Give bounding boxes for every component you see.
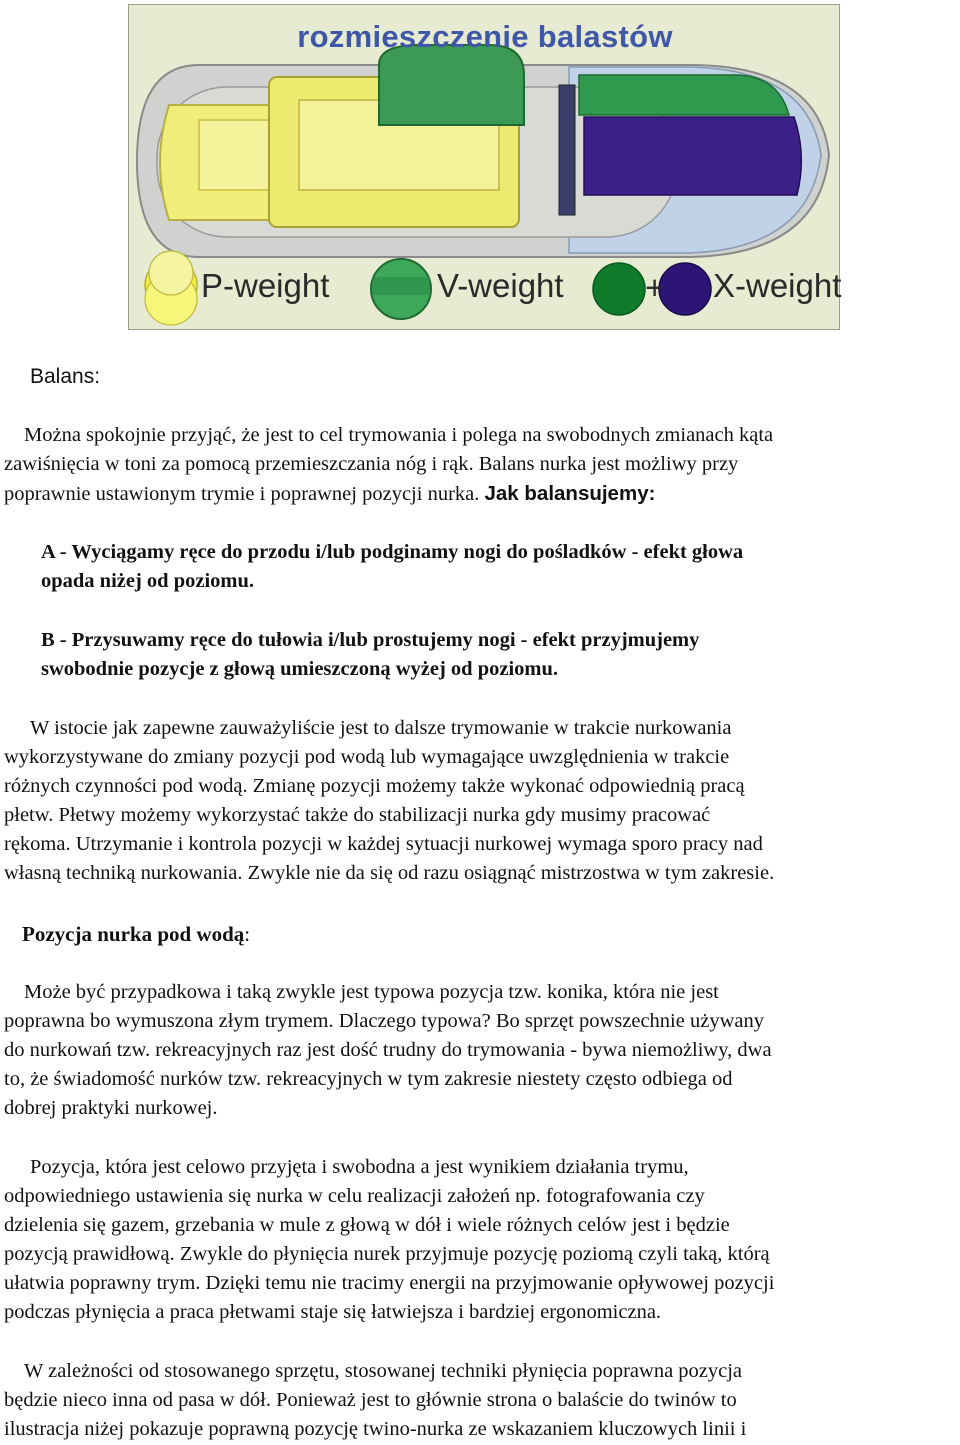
paragraph-moze bbox=[4, 978, 960, 1123]
paragraph-line: dzielenia się gazem, grzebania w mule z głową w dół i wiele różnych celów jest i będzie bbox=[4, 1214, 730, 1236]
legend-v-band bbox=[372, 277, 430, 295]
paragraph-line: zawiśnięcia w toni za pomocą przemieszczania nóg i rąk. Balans nurka jest możliwy przy bbox=[4, 453, 739, 475]
jak-balansujemy-label: Jak balansujemy: bbox=[484, 482, 656, 505]
paragraph-line: pozycją prawidłową. Zwykle do płynięcia nurek przyjmuje pozycję poziomą czyli taką, którą bbox=[4, 1243, 770, 1265]
x-weight-green bbox=[579, 75, 789, 115]
legend-v-weight-label: V-weight bbox=[437, 267, 564, 304]
pozycja-heading-text: Pozycja nurka pod wodą bbox=[22, 922, 245, 946]
paragraph-line: Pozycja, która jest celowo przyjęta i swobodna a jest wynikiem działania trymu, bbox=[30, 1156, 689, 1178]
v-weight-area bbox=[379, 45, 524, 125]
paragraph-line: ułatwia poprawny trym. Dzięki temu nie tracimy energii na przyjmowanie opływowej pozycji bbox=[4, 1272, 775, 1294]
paragraph-line: odpowiedniego ustawienia się nurka w celu realizacji założeń np. fotografowania czy bbox=[4, 1185, 705, 1207]
paragraph-line: to, że świadomość nurków tzw. rekreacyjnych w tym zakresie niestety często odbiega od bbox=[4, 1068, 733, 1090]
balans-heading: Balans: bbox=[30, 365, 101, 388]
pozycja-heading bbox=[22, 920, 960, 949]
item-line: A - Wyciągamy ręce do przodu i/lub podginamy nogi do pośladków - efekt głowa bbox=[41, 541, 744, 563]
paragraph-line: podczas płynięcia a praca płetwami staje się łatwiejsza i bardziej ergonomiczna. bbox=[4, 1301, 662, 1323]
legend-p-weight-label: P-weight bbox=[201, 267, 330, 304]
paragraph-line: wykorzystywane do zmiany pozycji pod wodą lub wymagające uwzględnienia w trakcie bbox=[4, 746, 730, 768]
paragraph-line: do nurkowań tzw. rekreacyjnych raz jest dość trudny do trymowania - bywa niemożliwy, dwa bbox=[4, 1039, 772, 1061]
paragraph-line: własną techniką nurkowania. Zwykle nie da się od razu osiągnąć mistrzostwa w tym zakresie. bbox=[4, 862, 775, 884]
paragraph-line: Może być przypadkowa i taką zwykle jest typowa pozycja tzw. konika, która nie jest bbox=[24, 981, 719, 1003]
legend-plus-label: + bbox=[645, 269, 665, 306]
legend-x-circle-purple bbox=[659, 263, 711, 315]
paragraph-line: W zależności od stosowanego sprzętu, stosowanej techniki płynięcia poprawna pozycja bbox=[24, 1360, 743, 1382]
item-a bbox=[41, 538, 956, 596]
balans-paragraph bbox=[4, 421, 960, 508]
paragraph-line bbox=[4, 479, 960, 508]
diagram-title: rozmieszczenie balastów bbox=[297, 19, 673, 54]
pozycja-heading-colon: : bbox=[244, 922, 251, 946]
paragraph-line: ilustracja niżej pokazuje poprawną pozycję twino-nurka ze wskazaniem kluczowych linii i bbox=[4, 1418, 747, 1440]
paragraph-istocie bbox=[4, 714, 960, 888]
legend-x-weight-label: X-weight bbox=[713, 267, 842, 304]
paragraph-line: Można spokojnie przyjąć, że jest to cel trymowania i polega na swobodnych zmianach kąta bbox=[24, 424, 774, 446]
item-line: B - Przysuwamy ręce do tułowia i/lub prostujemy nogi - efekt przyjmujemy bbox=[41, 629, 700, 651]
paragraph-line: płetw. Płetwy możemy wykorzystać także do stabilizacji nurka gdy musimy pracować bbox=[4, 804, 711, 826]
paragraph-text: poprawnie ustawionym trymie i poprawnej pozycji nurka. bbox=[4, 483, 480, 505]
paragraph-line: poprawna bo wymuszona złym trymem. Dlaczego typowa? Bo sprzęt powszechnie używany bbox=[4, 1010, 764, 1032]
legend-p-circle-center bbox=[149, 251, 193, 295]
legend-x-circle-green bbox=[593, 263, 645, 315]
paragraph-zaleznosci bbox=[4, 1357, 960, 1444]
ballast-diagram bbox=[128, 4, 840, 330]
paragraph-pozycja bbox=[4, 1153, 960, 1327]
paragraph-line: będzie nieco inna od pasa w dół. Ponieważ jest to głównie strona o balaście do twinów to bbox=[4, 1389, 737, 1411]
paragraph-line: W istocie jak zapewne zauważyliście jest to dalsze trymowanie w trakcie nurkowania bbox=[30, 717, 732, 739]
paragraph-line: rękoma. Utrzymanie i kontrola pozycji w każdej sytuacji nurkowej wymaga sporo pracy nad bbox=[4, 833, 763, 855]
paragraph-line: dobrej praktyki nurkowej. bbox=[4, 1097, 218, 1119]
item-line: swobodnie pozycje z głową umieszczoną wyżej od poziomu. bbox=[41, 658, 559, 680]
item-line: opada niżej od poziomu. bbox=[41, 570, 254, 592]
x-weight-purple bbox=[584, 117, 801, 195]
connector bbox=[559, 85, 575, 215]
item-b bbox=[41, 626, 956, 684]
paragraph-line: różnych czynności pod wodą. Zmianę pozycji możemy także wykonać odpowiednią pracą bbox=[4, 775, 745, 797]
